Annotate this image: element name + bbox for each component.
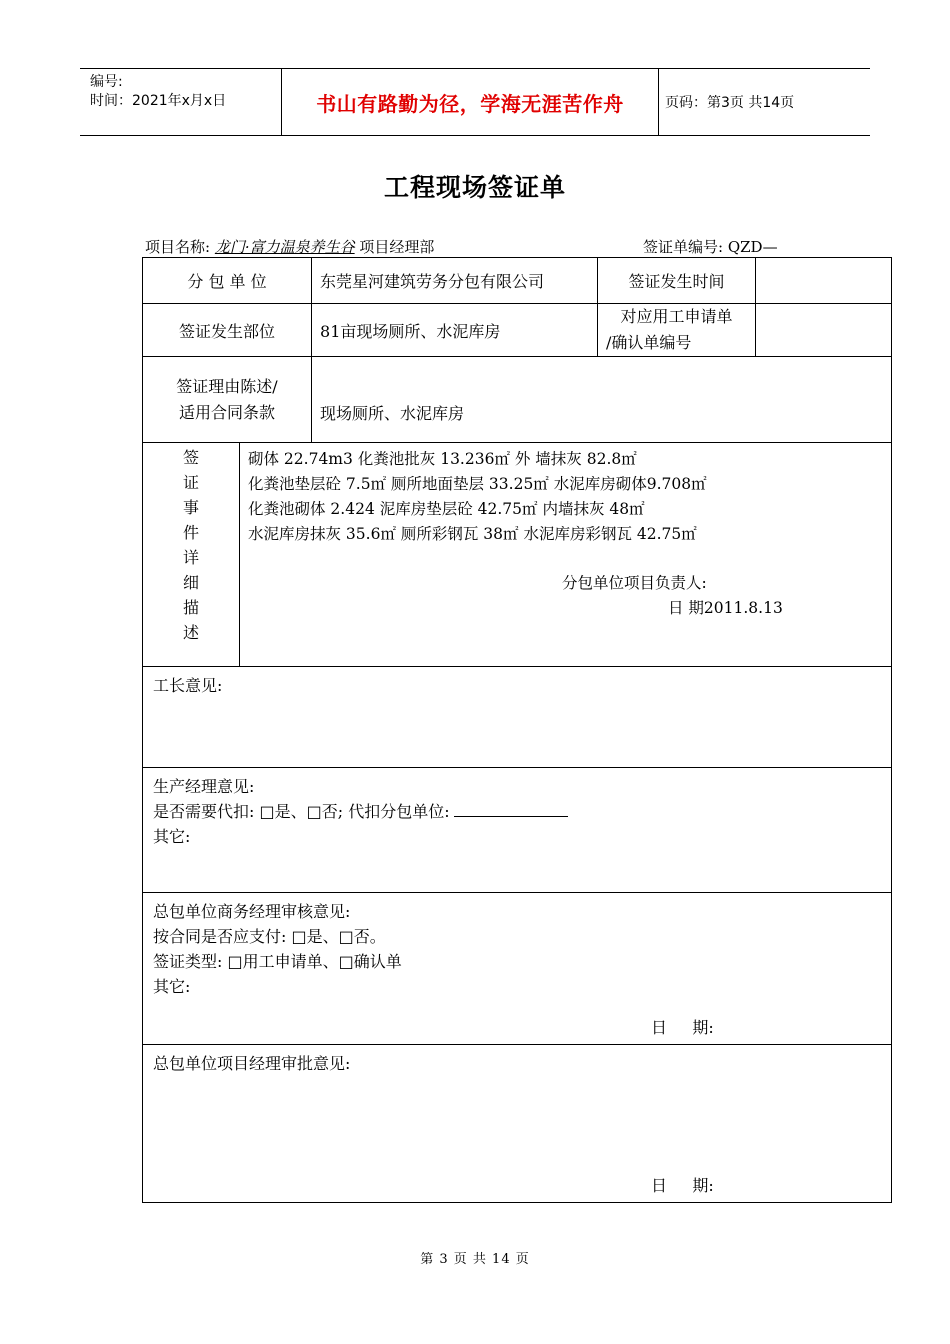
visa-form-table: [142, 257, 892, 1203]
prod-manager-title: 生产经理意见:: [153, 777, 255, 796]
occur-time-label: 签证发生时间: [598, 258, 756, 304]
detail-label-char: 描: [182, 598, 199, 617]
detail-line: 水泥库房抹灰 35.6㎡ 厕所彩钢瓦 38㎡ 水泥库房彩钢瓦 42.75㎡: [248, 525, 697, 543]
foreman-opinion-cell[interactable]: [143, 667, 892, 768]
pm-approval-cell[interactable]: [143, 1045, 892, 1203]
visa-number: 签证单编号: QZD—: [643, 238, 778, 256]
row-detail: [143, 443, 892, 667]
reason-label-line1: 签证理由陈述/: [176, 376, 278, 396]
sub-date: 日 期2011.8.13: [668, 599, 783, 617]
withhold-line: [153, 799, 881, 824]
ref-label-line1: 对应用工申请单: [620, 307, 733, 326]
detail-line: 化粪池垫层砼 7.5㎡ 厕所地面垫层 33.25㎡ 水泥库房砌体9.708㎡: [248, 475, 707, 493]
payment-question: 按合同是否应支付: □是、□否。: [153, 927, 386, 946]
project-name-group: [145, 236, 434, 257]
document-title: 工程现场签证单: [383, 173, 566, 202]
detail-line: 化粪池砌体 2.424 泥库房垫层砼 42.75㎡ 内墙抹灰 48㎡: [248, 500, 645, 518]
detail-line: 砌体 22.74m3 化粪池批灰 13.236㎡ 外 墙抹灰 82.8㎡: [248, 450, 637, 468]
page-footer: 第 3 页 共 14 页: [420, 1252, 530, 1267]
subcontractor-value[interactable]: 东莞星河建筑劳务分包有限公司: [312, 258, 598, 304]
commerce-manager-title: 总包单位商务经理审核意见:: [153, 902, 351, 921]
withhold-question: 是否需要代扣: □是、□否; 代扣分包单位:: [153, 802, 450, 821]
subcontractor-label: 分 包 单 位: [143, 258, 312, 304]
project-name: 龙门·富力温泉养生谷: [214, 238, 355, 256]
sub-manager-label: 分包单位项目负责人:: [562, 574, 707, 592]
detail-label-char: 件: [182, 523, 199, 542]
visa-type: 签证类型: □用工申请单、□确认单: [153, 952, 402, 971]
row-reason: [143, 357, 892, 443]
location-label: 签证发生部位: [143, 304, 312, 357]
reason-label-line2: 适用合同条款: [179, 402, 276, 422]
detail-label-char: 详: [182, 548, 199, 567]
foreman-opinion-label: 工长意见:: [153, 676, 223, 695]
detail-label-char: 事: [182, 498, 199, 517]
detail-label-char: 细: [182, 573, 199, 592]
ref-label-line2: /确认单编号: [606, 333, 692, 352]
project-label: 项目名称:: [145, 238, 211, 256]
ref-value[interactable]: [756, 304, 892, 357]
reason-label: [143, 357, 312, 443]
detail-content[interactable]: [240, 443, 892, 667]
detail-label-chars: [143, 445, 239, 645]
withhold-unit-blank[interactable]: [454, 802, 568, 817]
project-dept: 项目经理部: [354, 238, 435, 256]
detail-label-char: 签: [182, 448, 199, 467]
row-foreman: [143, 667, 892, 768]
page-header: [80, 68, 870, 136]
header-left: [90, 73, 226, 111]
detail-label: [143, 443, 240, 667]
commerce-date-label: 日 期:: [651, 1018, 714, 1037]
motto: 书山有路勤为径，学海无涯苦作舟: [281, 69, 659, 135]
pm-approval-title: 总包单位项目经理审批意见:: [153, 1054, 351, 1073]
detail-label-char: 证: [182, 473, 199, 492]
time-label: 时间：2021年x月x日: [90, 93, 227, 109]
prod-manager-cell[interactable]: [143, 768, 892, 893]
detail-label-char: 述: [182, 623, 199, 642]
prod-manager-other: 其它:: [153, 827, 191, 846]
location-value[interactable]: 81亩现场厕所、水泥库房: [312, 304, 598, 357]
serial-label: 编号:: [90, 74, 123, 90]
pm-date-label: 日 期:: [651, 1176, 714, 1195]
commerce-other: 其它:: [153, 977, 191, 996]
row-production-manager: [143, 768, 892, 893]
commerce-manager-cell[interactable]: [143, 893, 892, 1045]
row-subcontractor: [143, 258, 892, 304]
row-location: [143, 304, 892, 357]
reason-value[interactable]: 现场厕所、水泥库房: [312, 357, 892, 443]
row-commerce-manager: [143, 893, 892, 1045]
row-pm-approval: [143, 1045, 892, 1203]
occur-time-value[interactable]: [756, 258, 892, 304]
page-info: 页码：第3页 共14页: [665, 95, 795, 111]
ref-label: [598, 304, 756, 357]
